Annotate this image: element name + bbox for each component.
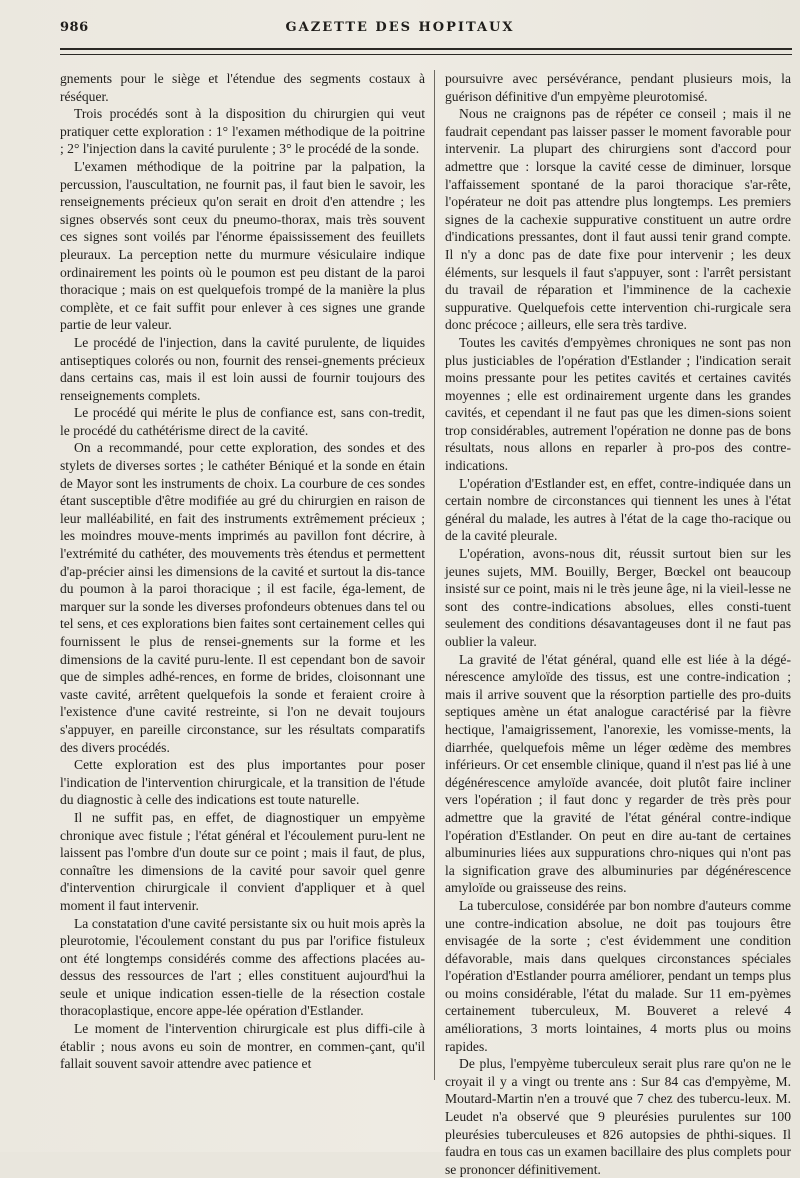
header-rule-thick xyxy=(60,48,792,50)
page-number: 986 xyxy=(60,20,89,35)
column-divider xyxy=(434,70,435,1080)
running-title: GAZETTE DES HOPITAUX xyxy=(285,20,515,35)
paragraph: L'examen méthodique de la poitrine par la palpation, la percussion, l'auscultation, ne fournit pas, il faut bien le savoir, les renseignements précieux qu'on serait en droit d'en attendre ; les signes observés sont ceux du pneumo-thorax, mais très souvent ces signes sont voilés par l'énorme épaississement des feuillets pleuraux. La perception nette du murmure vésiculaire indique ordinairement les points où le poumon est peu distant de la paroi thoracique ; mais on est quelquefois trompé de la manière la plus complète, et ce fait suffit pour enlever à ces signes une grande partie de leur valeur. xyxy=(60,158,425,333)
paragraph: La gravité de l'état général, quand elle est liée à la dégé-nérescence amyloïde des tissus, est une contre-indication ; mais il arrive souvent que la résorption partielle des pro-duits septiques amène un état analogue caractérisé par la fièvre hectique, l'amaigrissement, l'anorexie, les vomisse-ments, la diarrhée, quelquefois même un léger œdème des membres inférieurs. Or cet ensemble clinique, quand il n'est pas lié à une dégénérescence amyloïde avancée, doit plutôt faire incliner vers l'opération ; il faut donc y regarder de très près pour admettre que la gravité de l'état général contre-indique l'opération d'Estlander. On peut en dire au-tant de certaines albuminuries liées aux suppurations chro-niques qui n'ont pas la signification grave des albuminuries par dégénérescence amyloïde ou graisseuse des reins. xyxy=(445,651,791,896)
paragraph: De plus, l'empyème tuberculeux serait plus rare qu'on ne le croyait il y a vingt ou trente ans : Sur 84 cas d'empyème, M. Moutard-Martin n'en a trouvé que 7 chez des tubercu-leux. M. Leudet n'a observé que 9 pleurésies purulentes sur 100 pleurésies tuberculeuses et 826 autopsies de phthi-siques. Il faudra en tous cas un examen bacillaire des plus complets pour se prononcer définitivement. xyxy=(445,1056,791,1177)
paragraph: Nous ne craignons pas de répéter ce conseil ; mais il ne faudrait cependant pas laisser passer le moment favorable pour intervenir. La plupart des chirurgiens sont d'accord pour admettre que : lorsque la cavité cesse de diminuer, lorsque l'affaissement spontané de la paroi thoracique s'ar-rête, l'opérateur ne doit pas attendre plus longtemps. Les premiers signes de la cachexie suppurative constituent un autre ordre d'indications pressantes, dont il faut aussi tenir grand compte. Il n'y a donc pas de date fixe pour intervenir ; les deux éléments, sur lesquels il faut s'appuyer, sont : l'arrêt persistant du travail de réparation et l'imminence de la cachexie suppurative. Quelquefois cette intervention chi-rurgicale sera donc précoce ; ailleurs, elle sera très tardive. xyxy=(445,106,791,333)
paragraph: La constatation d'une cavité persistante six ou huit mois après la pleurotomie, l'écoulement constant du pus par l'orifice fistuleux ont été longtemps considérés comme des affections placées au-dessus des ressources de l'art ; elles constituent aujourd'hui la seule et unique indication essen-tielle de la résection costale thoracoplastique, encore appe-lée opération d'Estlander. xyxy=(60,915,425,1019)
page-header xyxy=(0,0,800,62)
paragraph: Trois procédés sont à la disposition du chirurgien qui veut pratiquer cette exploration : 1° l'examen méthodique de la poitrine ; 2° l'injection dans la cavité purulente ; 3° le procédé de la sonde. xyxy=(60,106,425,157)
text-columns xyxy=(60,70,792,1177)
paragraph: gnements pour le siège et l'étendue des segments costaux à réséquer. xyxy=(60,71,425,104)
left-column xyxy=(60,70,425,1142)
paragraph: La tuberculose, considérée par bon nombre d'auteurs comme une contre-indication absolue, ne doit pas toujours être envisagée de la sorte ; c'est évidemment une condition défavorable, mais dans quelques circonstances spéciales l'opération d'Estlander pourra améliorer, pendant un temps plus ou moins considérable, l'état du malade. Sur 11 em-pyèmes certainement tuberculeux, M. Bouveret a relevé 4 améliorations, 3 morts lointaines, 4 morts plus ou moins rapides. xyxy=(445,897,791,1054)
paragraph: L'opération d'Estlander est, en effet, contre-indiquée dans un certain nombre de circonstances qui tiennent les unes à l'état général du malade, les autres à l'état de la cage tho-racique ou de la cavité pleurale. xyxy=(445,475,791,544)
paragraph: Le procédé qui mérite le plus de confiance est, sans con-tredit, le procédé du cathétérisme direct de la cavité. xyxy=(60,405,425,438)
paragraph: Le procédé de l'injection, dans la cavité purulente, de liquides antiseptiques colorés ou non, fournit des rensei-gnements précieux dans certains cas, mais il est loin aussi de fournir toujours des renseignements complets. xyxy=(60,334,425,403)
paragraph: Le moment de l'intervention chirurgicale est plus diffi-cile à établir ; nous avons eu soin de montrer, en commen-çant, qu'il fallait souvent savoir attendre avec patience et xyxy=(60,1021,425,1072)
paragraph: On a recommandé, pour cette exploration, des sondes et des stylets de diverses sortes ; le cathéter Béniqué et la sonde en étain de Mayor sont les instruments de choix. La courbure de ces sondes étant susceptible d'être modifiée au gré du chirurgien en raison de leur malléabilité, en fait des instruments extrêmement précieux ; les moindres mouve-ments imprimés au pavillon font décrire, à l'extrémité du cathéter, des mouvements très étendus et permettent d'ap-précier ainsi les dimensions de la cavité et surtout la dis-tance du poumon à la paroi thoracique ; il est facile, éga-lement, de marquer sur la sonde les diverses profondeurs obtenues dans tel ou tel sens, et ces explorations bien faites sont certainement celles qui fournissent le plus de rensei-gnements sur la forme et les dimensions de la cavité puru-lente. Il est cependant bon de savoir que de simples adhé-rences, en forme de brides, cloisonnant une vaste cavité, arrêtent quelquefois la sonde et feraient croire à l'existence d'une cavité restreinte, si l'on ne devait toujours s'appuyer, en pareille circonstance, sur les résultats comparatifs des divers procédés. xyxy=(60,440,425,755)
header-rule-thin xyxy=(60,54,792,55)
paragraph: poursuivre avec persévérance, pendant plusieurs mois, la guérison définitive d'un empyème pleurotomisé. xyxy=(445,71,791,104)
right-column xyxy=(445,70,791,1177)
paragraph: Cette exploration est des plus importantes pour poser l'indication de l'intervention chirurgicale, et la transition de l'étude du diagnostic à celle des indications est toute naturelle. xyxy=(60,757,425,808)
paragraph: Toutes les cavités d'empyèmes chroniques ne sont pas non plus justiciables de l'opération d'Estlander ; l'indication serait moins pressante pour les petites cavités et certaines cavités moyennes ; elle est ordinairement urgente dans les grandes cavités, et cependant il ne faut pas que les dimen-sions soient trop considérables, autrement l'opération ne donne pas de bons résultats, nous allons en reparler à pro-pos des contre-indications. xyxy=(445,334,791,474)
paragraph: L'opération, avons-nous dit, réussit surtout bien sur les jeunes sujets, MM. Bouilly, Berger, Bœckel ont beaucoup insisté sur ce point, mais ni le très jeune âge, ni la vieil-lesse ne sont des contre-indications absolues, elles consti-tuent seulement des conditions désavantageuses dont il ne faut pas oublier la valeur. xyxy=(445,546,791,649)
paragraph: Il ne suffit pas, en effet, de diagnostiquer un empyème chronique avec fistule ; l'état général et l'écoulement puru-lent ne laissent pas l'ombre d'un doute sur ce point ; mais il faut, de plus, connaître les dimensions de la cavité pour savoir quel genre d'intervention chirurgicale il convient d'appliquer et à quel moment il faut intervenir. xyxy=(60,809,425,913)
